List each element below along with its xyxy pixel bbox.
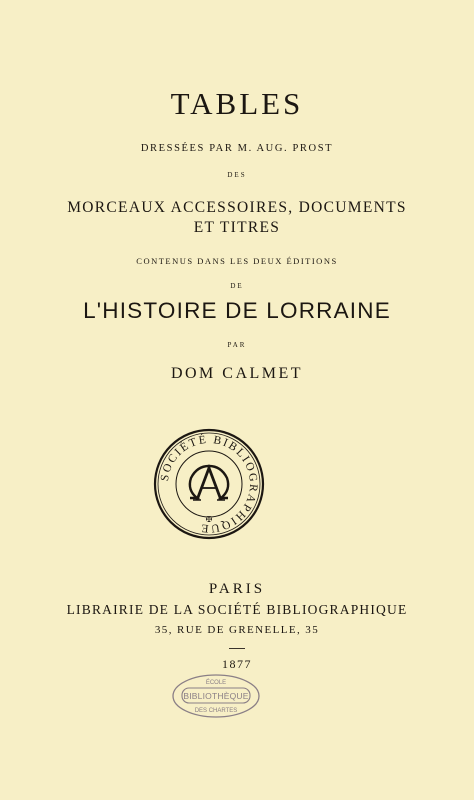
- divider: [229, 648, 245, 649]
- alpha-omega-icon: [190, 466, 228, 500]
- svg-text:SOCIÉTÉ BIBLIOGRAPHIQUE: SOCIÉTÉ BIBLIOGRAPHIQUE: [159, 433, 260, 535]
- imprint-city: PARIS: [208, 581, 266, 597]
- compiled-by-line: DRESSÉES PAR M. AUG. PROST: [140, 143, 334, 154]
- imprint-year: 1877: [222, 657, 252, 671]
- svg-text:✠: ✠: [205, 515, 213, 524]
- connector-par: PAR: [227, 341, 247, 349]
- work-title: L'HISTOIRE DE LORRAINE: [83, 298, 391, 323]
- author-name: DOM CALMET: [170, 365, 304, 382]
- svg-text:DES CHARTES: DES CHARTES: [194, 708, 238, 714]
- imprint-publisher: LIBRAIRIE DE LA SOCIÉTÉ BIBLIOGRAPHIQUE: [66, 602, 408, 617]
- subject-line-1: MORCEAUX ACCESSOIRES, DOCUMENTS: [67, 199, 407, 216]
- connector-des: DES: [227, 171, 247, 179]
- svg-text:BIBLIOTHÈQUE: BIBLIOTHÈQUE: [183, 691, 249, 701]
- contained-line: CONTENUS DANS LES DEUX ÉDITIONS: [136, 256, 338, 266]
- book-title: TABLES: [170, 86, 304, 121]
- subject-line-2: ET TITRES: [193, 219, 281, 236]
- connector-de: DE: [230, 282, 244, 290]
- imprint-address: 35, RUE DE GRENELLE, 35: [154, 624, 320, 636]
- library-stamp-icon: [171, 672, 261, 720]
- publisher-seal-icon: [153, 428, 265, 540]
- svg-text:ÉCOLE: ÉCOLE: [205, 680, 227, 686]
